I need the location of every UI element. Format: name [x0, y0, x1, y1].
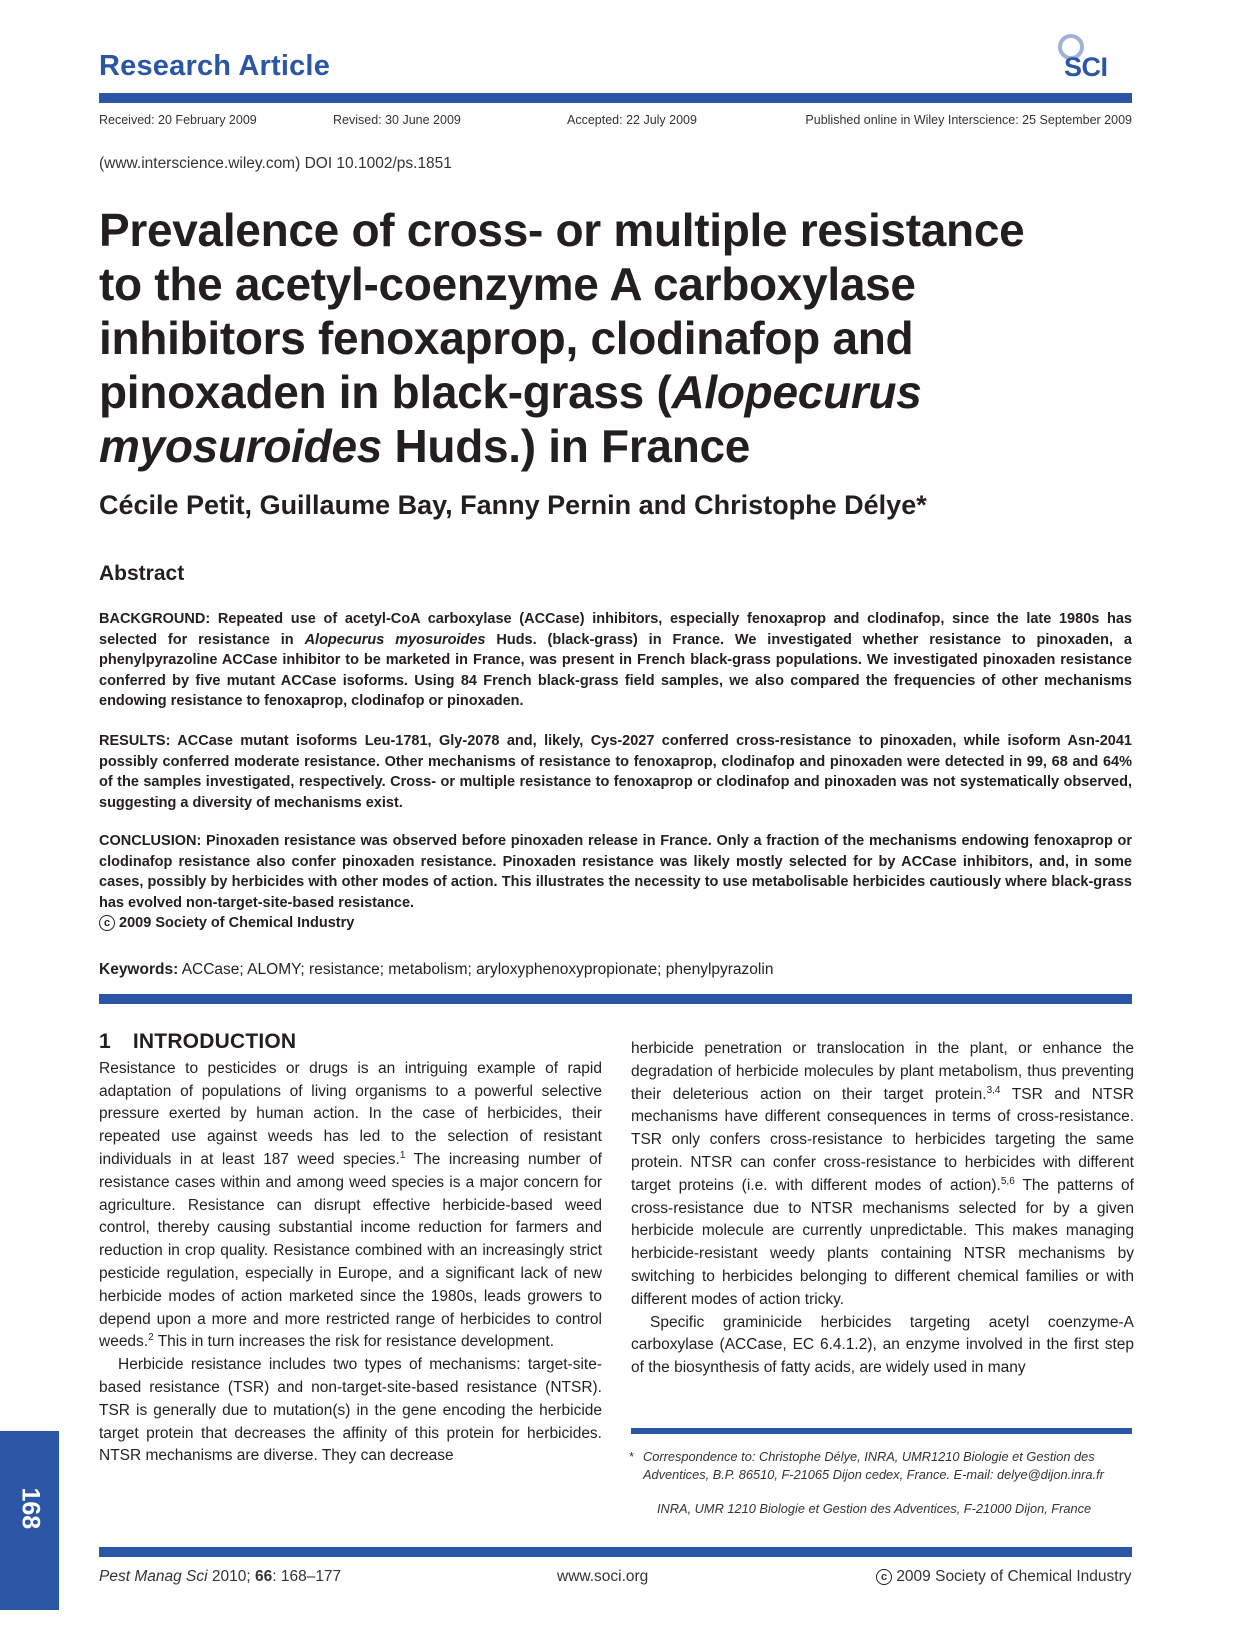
revised-date: Revised: 30 June 2009: [333, 113, 461, 127]
section-label: Research Article: [99, 50, 331, 82]
abstract-results: RESULTS: ACCase mutant isoforms Leu-1781, Gly-2078 and, likely, Cys-2027 conferred cross-resistance to pinoxaden, while isoform Asn-2041 possibly conferred moderate resistance. Other mechanisms of resistance to fenoxaprop, clodinafop and pinoxaden were detected in 99, 68 and 64% of the samples investigated, respectively. Cross- or multiple resistance to fenoxaprop or clodinafop and pinoxaden was not systematically observed, suggesting a diversity of mechanisms exist.: [99, 733, 1132, 811]
right-column: [631, 1038, 1134, 1380]
correspondence-footnote: [629, 1448, 1132, 1484]
background-text-b: Huds. (black-grass) in France. We investigated whether resistance to pinoxaden, a phenylpyrazoline ACCase inhibitor to be marketed in France, was present in French black-grass populations. We investigated pinoxaden resistance conferred by five mutant ACCase isoforms. Using 84 French black-grass field samples, we also compared the frequencies of other mechanisms endowing resistance to fenoxaprop, clodinafop or pinoxaden.: [99, 631, 1132, 709]
abstract-heading: Abstract: [99, 562, 185, 585]
copyright-symbol-icon: c: [876, 1569, 892, 1585]
page-number-tab: [0, 1431, 59, 1610]
accepted-date: Accepted: 22 July 2009: [567, 113, 697, 127]
section-title: INTRODUCTION: [132, 1030, 297, 1053]
intro-p1-text-a: Resistance to pesticides or drugs is an intriguing example of rapid adaptation of populations of living organisms to a powerful selective pressure exerted by human action. In the case of herbicides, their repeated use against weeds has led to the selection of resistant individuals in at least 187 weed species.: [99, 1059, 602, 1168]
citation-2[interactable]: 2: [148, 1332, 154, 1344]
footnote-star: *: [629, 1449, 634, 1464]
intro-paragraph-4: Specific graminicide herbicides targeting acetyl coenzyme-A carboxylase (ACCase, EC 6.4.1.2), an enzyme involved in the first step of the biosynthesis of fatty acids, are widely used in many: [631, 1313, 1134, 1377]
abstract-background: [99, 609, 1132, 712]
abstract-copyright-text: 2009 Society of Chemical Industry: [119, 915, 355, 931]
sci-logo: [1050, 30, 1130, 82]
intro-paragraph-1: [99, 1058, 602, 1354]
footer-rule: [99, 1547, 1132, 1557]
citation-1[interactable]: 1: [399, 1149, 406, 1161]
abstract-copyright: [99, 913, 1132, 934]
journal-name: Pest Manag Sci: [99, 1568, 208, 1585]
title-text-2: Huds.) in France: [382, 420, 751, 472]
left-column: [99, 1031, 602, 1468]
logo-text: SCI: [1064, 52, 1108, 82]
title-species-italic: Alopecurus myosuroides: [99, 366, 922, 472]
article-dates: [99, 113, 1132, 133]
intro-paragraph-3: [631, 1038, 1134, 1312]
page-number: 168: [16, 1487, 45, 1530]
received-date: Received: 20 February 2009: [99, 113, 257, 127]
journal-pages: : 168–177: [272, 1568, 342, 1585]
abstract-conclusion: [99, 831, 1132, 934]
journal-citation: [99, 1568, 341, 1586]
intro-p3-text-c: The patterns of cross-resistance due to NTSR mechanisms selected for by a given herbicide molecule are currently unpredictable. This makes managing herbicide-resistant weedy plants containing NTSR mechanisms by switching to herbicides belonging to different chemical families or with different modes of action tricky.: [631, 1176, 1134, 1308]
journal-volume: 66: [254, 1568, 273, 1585]
keywords-line: [99, 961, 773, 979]
footer-copyright-text: 2009 Society of Chemical Industry: [896, 1568, 1132, 1585]
background-species-italic: Alopecurus myosuroides: [304, 631, 486, 648]
author-list: Cécile Petit, Guillaume Bay, Fanny Pernin and Christophe Délye*: [99, 490, 927, 520]
citation-3-4[interactable]: 3,4: [986, 1084, 1001, 1096]
section-number: 1: [99, 1030, 111, 1053]
article-title: [99, 203, 1059, 473]
intro-p3-text-b: TSR and NTSR mechanisms have different consequences in terms of cross-resistance. TSR only confers cross-resistance to herbicides targeting the same protein. NTSR can confer cross-resistance to herbicides with different target proteins (i.e. with different modes of action).: [631, 1085, 1134, 1194]
journal-website-link[interactable]: www.soci.org: [557, 1568, 649, 1585]
footnote-rule: [631, 1428, 1132, 1434]
intro-p3-text-a: herbicide penetration or translocation in the plant, or enhance the degradation of herbicide molecules by plant metabolism, thus preventing their deleterious action on their target protein.: [631, 1040, 1134, 1103]
background-text-a: BACKGROUND: Repeated use of acetyl-CoA carboxylase (ACCase) inhibitors, especially fenoxaprop and clodinafop, since the late 1980s has selected for resistance in: [99, 611, 1132, 648]
title-text-1: Prevalence of cross- or multiple resistance to the acetyl-coenzyme A carboxylase inhibitors fenoxaprop, clodinafop and pinoxaden in black-grass (: [99, 204, 1025, 418]
keywords-value: ACCase; ALOMY; resistance; metabolism; aryloxyphenoxypropionate; phenylpyrazolin: [181, 961, 774, 978]
intro-p1-text-b: The increasing number of resistance cases within and among weed species is a major concern for agriculture. Resistance can disrupt effective herbicide-based weed control, thereby causing substantial income reduction for farmers and reduction in crop quality. Resistance combined with an increasingly strict pesticide regulation, especially in Europe, and a significant lack of new herbicide modes of action marketed since the 1980s, leads growers to depend upon a more and more restricted range of herbicides to control weeds.: [99, 1150, 602, 1351]
intro-paragraph-2: Herbicide resistance includes two types of mechanisms: target-site-based resistance (TSR) and non-target-site-based resistance (NTSR). TSR is generally due to mutation(s) in the gene encoding the herbicide target protein that decreases the affinity of this protein for herbicides. NTSR mechanisms are diverse. They can decrease: [99, 1356, 602, 1465]
correspondence-text: Correspondence to: Christophe Délye, INRA, UMR1210 Biologie et Gestion des Adventices, B.P. 86510, F-21065 Dijon cedex, France. E-mail: delye@dijon.inra.fr: [643, 1449, 1104, 1482]
published-date: Published online in Wiley Interscience: 25 September 2009: [805, 113, 1132, 127]
section-heading-introduction: [99, 1031, 602, 1054]
abstract-rule: [99, 994, 1132, 1004]
citation-5-6[interactable]: 5,6: [1000, 1175, 1015, 1187]
doi-line[interactable]: (www.interscience.wiley.com) DOI 10.1002/ps.1851: [99, 155, 452, 172]
footer-copyright: [876, 1568, 1132, 1586]
intro-p1-text-c: This in turn increases the risk for resistance development.: [153, 1333, 555, 1351]
copyright-symbol-icon: c: [99, 915, 115, 931]
journal-year: 2010;: [207, 1568, 255, 1585]
header-rule: [99, 93, 1132, 103]
affiliation-footnote: INRA, UMR 1210 Biologie et Gestion des Adventices, F-21000 Dijon, France: [657, 1501, 1092, 1516]
conclusion-text: CONCLUSION: Pinoxaden resistance was observed before pinoxaden release in France. Only a fraction of the mechanisms endowing fenoxaprop or clodinafop resistance also confer pinoxaden resistance. Pinoxaden resistance was likely mostly selected for by ACCase inhibitors, and, in some cases, possibly by herbicides with other modes of action. This illustrates the necessity to use metabolisable herbicides cautiously where black-grass has evolved non-target-site-based resistance.: [99, 833, 1132, 911]
keywords-label: Keywords:: [99, 961, 179, 978]
